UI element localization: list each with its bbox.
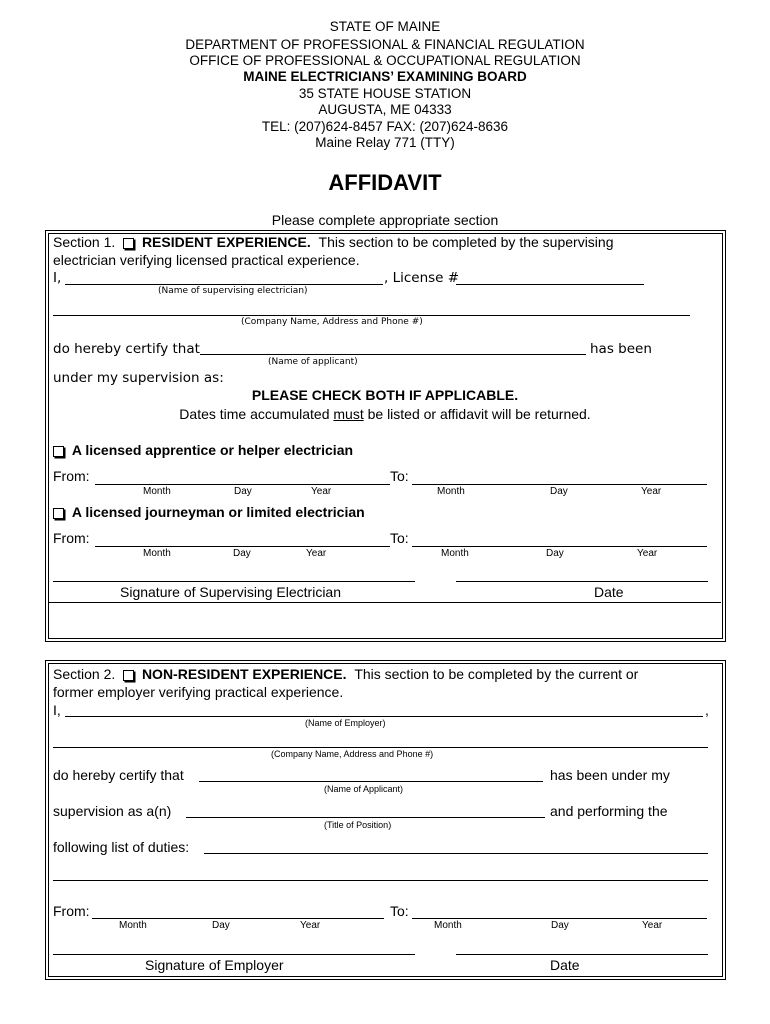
opt1-to-year: Year bbox=[641, 486, 662, 497]
section1-company-field[interactable] bbox=[53, 315, 690, 316]
opt1-from-label: From: bbox=[53, 468, 90, 484]
section1-i-label: I, bbox=[53, 270, 62, 286]
section2-certify-label: do hereby certify that bbox=[53, 767, 184, 783]
opt2-to-day: Day bbox=[546, 548, 564, 559]
section1-checkbox-icon bbox=[123, 238, 134, 249]
section1-applicant-hint: (Name of applicant) bbox=[268, 357, 358, 367]
option-apprentice[interactable]: A licensed apprentice or helper electrician bbox=[53, 442, 353, 458]
page-title: AFFIDAVIT bbox=[328, 170, 442, 195]
section2-from-month: Month bbox=[119, 920, 147, 931]
section2-from-year: Year bbox=[300, 920, 321, 931]
header-office: OFFICE OF PROFESSIONAL & OCCUPATIONAL REGULATION bbox=[189, 53, 581, 68]
opt2-to-month: Month bbox=[441, 548, 469, 559]
opt2-from-field[interactable] bbox=[95, 546, 390, 547]
opt2-from-label: From: bbox=[53, 530, 90, 546]
section2-performing: and performing the bbox=[550, 803, 668, 819]
license-label: , License # bbox=[384, 270, 460, 286]
section2-to-field[interactable] bbox=[412, 918, 707, 919]
section1-date-label: Date bbox=[594, 584, 624, 600]
opt1-to-label: To: bbox=[390, 468, 409, 484]
section1-inner-frame bbox=[48, 233, 723, 639]
opt1-to-month: Month bbox=[437, 486, 465, 497]
duties-field-2[interactable] bbox=[53, 880, 708, 881]
opt1-from-field[interactable] bbox=[95, 484, 390, 485]
license-number-field[interactable] bbox=[456, 284, 644, 285]
section1-divider bbox=[48, 602, 721, 603]
opt2-from-day: Day bbox=[233, 548, 251, 559]
section2-signature-field[interactable] bbox=[53, 954, 415, 955]
duties-field-1[interactable] bbox=[204, 853, 708, 854]
apprentice-checkbox-icon[interactable] bbox=[53, 446, 64, 457]
section2-applicant-hint: (Name of Applicant) bbox=[324, 784, 404, 794]
header-relay: Maine Relay 771 (TTY) bbox=[315, 135, 455, 150]
section2-has-been: has been under my bbox=[550, 767, 670, 783]
option-journeyman[interactable]: A licensed journeyman or limited electrician bbox=[53, 504, 365, 520]
section2-i-label: I, bbox=[53, 702, 61, 718]
section2-to-year: Year bbox=[642, 920, 663, 931]
section1-signature-label: Signature of Supervising Electrician bbox=[120, 584, 342, 600]
header-phone: TEL: (207)624-8457 FAX: (207)624-8636 bbox=[261, 119, 509, 134]
section2-to-month: Month bbox=[434, 920, 462, 931]
section1-applicant-field[interactable] bbox=[200, 354, 586, 355]
section2-applicant-field[interactable] bbox=[199, 781, 543, 782]
section2-company-field[interactable] bbox=[53, 747, 708, 748]
section2-from-day: Day bbox=[212, 920, 230, 931]
section2-to-label: To: bbox=[390, 903, 409, 919]
section2-comma: , bbox=[705, 702, 709, 718]
section2-company-hint: (Company Name, Address and Phone #) bbox=[271, 749, 434, 759]
dates-warning: Dates time accumulated must be listed or affidavit will be returned. bbox=[179, 406, 591, 422]
header-board: MAINE ELECTRICIANS’ EXAMINING BOARD bbox=[243, 69, 527, 84]
section2-signature-label: Signature of Employer bbox=[145, 957, 284, 973]
opt1-from-day: Day bbox=[234, 486, 252, 497]
duties-label: following list of duties: bbox=[53, 839, 190, 855]
section2-date-field[interactable] bbox=[456, 954, 708, 955]
opt2-to-field[interactable] bbox=[412, 546, 707, 547]
section2-to-day: Day bbox=[551, 920, 569, 931]
section2-checkbox-icon bbox=[123, 670, 134, 681]
section1-intro: Section 1. RESIDENT EXPERIENCE. This section to be completed by the supervising bbox=[53, 234, 614, 250]
header-city: AUGUSTA, ME 04333 bbox=[318, 102, 452, 117]
section1-intro-line2: electrician verifying licensed practical experience. bbox=[53, 252, 360, 268]
section2-supervision-label: supervision as a(n) bbox=[53, 803, 172, 819]
section1-has-been: has been bbox=[590, 341, 652, 357]
section2-intro: Section 2. NON-RESIDENT EXPERIENCE. This section to be completed by the current or bbox=[53, 666, 639, 682]
check-both-text: PLEASE CHECK BOTH IF APPLICABLE. bbox=[251, 387, 519, 403]
journeyman-checkbox-icon[interactable] bbox=[53, 508, 64, 519]
instruction-text: Please complete appropriate section bbox=[271, 212, 499, 228]
supervisor-name-field[interactable] bbox=[65, 284, 383, 285]
opt2-to-year: Year bbox=[637, 548, 658, 559]
supervisor-hint: (Name of supervising electrician) bbox=[158, 286, 308, 296]
section2-intro-line2: former employer verifying practical experience. bbox=[53, 684, 344, 700]
opt1-to-field[interactable] bbox=[412, 484, 707, 485]
employer-name-field[interactable] bbox=[65, 716, 703, 717]
section2-from-field[interactable] bbox=[92, 918, 384, 919]
section1-signature-field[interactable] bbox=[53, 581, 415, 582]
opt2-from-month: Month bbox=[143, 548, 171, 559]
opt1-from-month: Month bbox=[143, 486, 171, 497]
employer-hint: (Name of Employer) bbox=[305, 718, 386, 728]
position-hint: (Title of Position) bbox=[324, 820, 392, 830]
section2-from-label: From: bbox=[53, 903, 90, 919]
section1-company-hint: (Company Name, Address and Phone #) bbox=[241, 317, 423, 327]
supervision-label: under my supervision as: bbox=[53, 370, 224, 386]
section1-date-field[interactable] bbox=[456, 581, 708, 582]
header-department: DEPARTMENT OF PROFESSIONAL & FINANCIAL REGULATION bbox=[185, 37, 585, 52]
header-state: STATE OF MAINE bbox=[329, 19, 441, 34]
section2-date-label: Date bbox=[550, 957, 580, 973]
opt2-from-year: Year bbox=[306, 548, 327, 559]
opt1-from-year: Year bbox=[311, 486, 332, 497]
header-address: 35 STATE HOUSE STATION bbox=[298, 86, 472, 101]
section1-certify-label: do hereby certify that bbox=[53, 341, 200, 357]
opt1-to-day: Day bbox=[550, 486, 568, 497]
position-title-field[interactable] bbox=[186, 817, 545, 818]
opt2-to-label: To: bbox=[390, 530, 409, 546]
